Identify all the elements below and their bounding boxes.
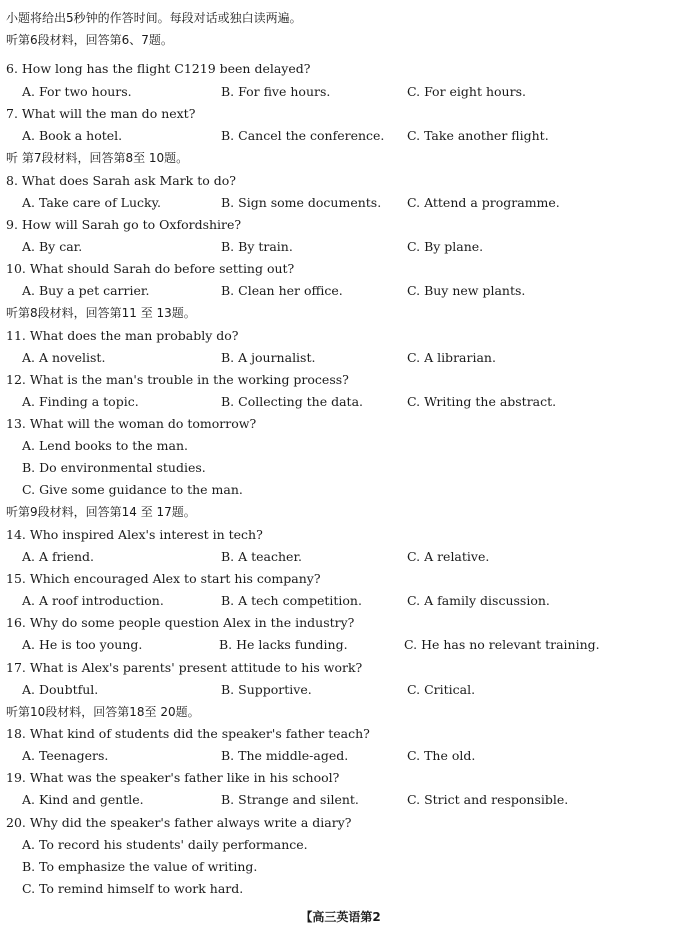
section-8-heading: 听第8段材料，回答第11 至 13题。 (6, 306, 196, 320)
q16-option-a: A. He is too young. (22, 637, 143, 652)
page-footer: 【高三英语第2 (300, 910, 381, 924)
q17-option-b: B. Supportive. (221, 682, 312, 697)
q11-option-c: C. A librarian. (407, 350, 496, 365)
q20-option-c: C. To remind himself to work hard. (22, 881, 244, 896)
question-20: 20. Why did the speaker's father always write a diary? (6, 815, 352, 830)
q19-option-b: B. Strange and silent. (221, 792, 359, 807)
question-15: 15. Which encouraged Alex to start his company? (6, 571, 321, 586)
q11-option-b: B. A journalist. (221, 350, 316, 365)
q16-option-b: B. He lacks funding. (219, 637, 348, 652)
q18-option-c: C. The old. (407, 748, 476, 763)
q17-option-a: A. Doubtful. (22, 682, 99, 697)
question-9: 9. How will Sarah go to Oxfordshire? (6, 217, 242, 232)
question-16: 16. Why do some people question Alex in the industry? (6, 615, 355, 630)
q12-option-a: A. Finding a topic. (22, 394, 139, 409)
q20-option-b: B. To emphasize the value of writing. (22, 859, 258, 874)
section-7-heading: 听 第7段材料，回答第8至 10题。 (6, 151, 189, 165)
q9-option-b: B. By train. (221, 239, 293, 254)
section-10-heading: 听第10段材料，回答第18至 20题。 (6, 705, 200, 719)
q15-option-b: B. A tech competition. (221, 593, 362, 608)
q8-option-c: C. Attend a programme. (407, 195, 560, 210)
q13-option-a: A. Lend books to the man. (22, 438, 189, 453)
q19-option-a: A. Kind and gentle. (22, 792, 144, 807)
q13-option-c: C. Give some guidance to the man. (22, 482, 243, 497)
q15-option-a: A. A roof introduction. (22, 593, 164, 608)
q8-option-b: B. Sign some documents. (221, 195, 382, 210)
q18-option-a: A. Teenagers. (22, 748, 109, 763)
question-10: 10. What should Sarah do before setting out? (6, 261, 295, 276)
q12-option-b: B. Collecting the data. (221, 394, 364, 409)
question-14: 14. Who inspired Alex's interest in tech? (6, 527, 263, 542)
q17-option-c: C. Critical. (407, 682, 476, 697)
q6-option-c: C. For eight hours. (407, 84, 526, 99)
q15-option-c: C. A family discussion. (407, 593, 550, 608)
question-6: 6. How long has the flight C1219 been delayed? (6, 61, 311, 76)
q11-option-a: A. A novelist. (22, 350, 106, 365)
question-18: 18. What kind of students did the speaker's father teach? (6, 726, 370, 741)
q14-option-c: C. A relative. (407, 549, 490, 564)
q13-option-b: B. Do environmental studies. (22, 460, 206, 475)
q14-option-b: B. A teacher. (221, 549, 303, 564)
question-17: 17. What is Alex's parents' present attitude to his work? (6, 660, 363, 675)
question-7: 7. What will the man do next? (6, 106, 196, 121)
q16-option-c: C. He has no relevant training. (404, 637, 600, 652)
q12-option-c: C. Writing the abstract. (407, 394, 557, 409)
q10-option-c: C. Buy new plants. (407, 283, 526, 298)
q14-option-a: A. A friend. (22, 549, 94, 564)
q8-option-a: A. Take care of Lucky. (22, 195, 161, 210)
question-11: 11. What does the man probably do? (6, 328, 239, 343)
question-19: 19. What was the speaker's father like in his school? (6, 770, 340, 785)
q10-option-b: B. Clean her office. (221, 283, 343, 298)
section-9-heading: 听第9段材料，回答第14 至 17题。 (6, 505, 196, 519)
q20-option-a: A. To record his students' daily performance. (22, 837, 308, 852)
section-6-heading: 听第6段材料，回答第6、7题。 (6, 33, 173, 47)
instruction-text: 小题将给出5秒钟的作答时间。每段对话或独白读两遍。 (6, 11, 302, 25)
q10-option-a: A. Buy a pet carrier. (22, 283, 150, 298)
question-13: 13. What will the woman do tomorrow? (6, 416, 257, 431)
question-8: 8. What does Sarah ask Mark to do? (6, 173, 236, 188)
q6-option-a: A. For two hours. (22, 84, 132, 99)
q7-option-c: C. Take another flight. (407, 128, 549, 143)
q9-option-c: C. By plane. (407, 239, 484, 254)
q18-option-b: B. The middle-aged. (221, 748, 349, 763)
q6-option-b: B. For five hours. (221, 84, 331, 99)
q7-option-b: B. Cancel the conference. (221, 128, 385, 143)
question-12: 12. What is the man's trouble in the working process? (6, 372, 349, 387)
q9-option-a: A. By car. (22, 239, 83, 254)
q7-option-a: A. Book a hotel. (22, 128, 123, 143)
q19-option-c: C. Strict and responsible. (407, 792, 569, 807)
